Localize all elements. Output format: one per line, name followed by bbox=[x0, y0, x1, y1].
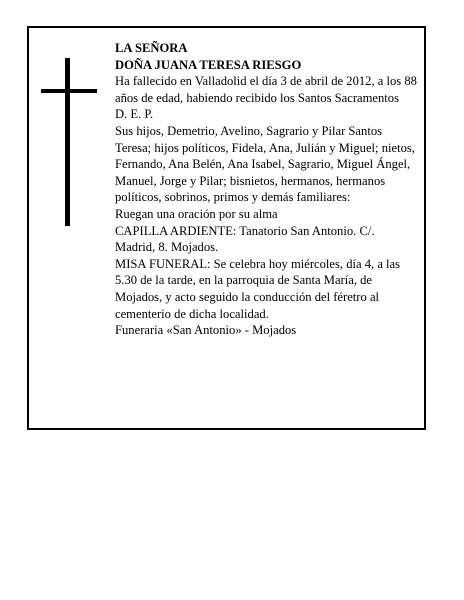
funeral-mass-info: MISA FUNERAL: Se celebra hoy miércoles, día 4, a las 5.30 de la tarde, en la parroquia de Santa María, de Mojados, y acto seguido la conducción del féretro al cementerio de dicha localidad. bbox=[115, 256, 401, 321]
obituary-notice bbox=[27, 26, 426, 430]
rip-text: D. E. P. bbox=[115, 107, 154, 122]
title-line-1: LA SEÑORA bbox=[115, 41, 188, 55]
funeral-home: Funeraria «San Antonio» - Mojados bbox=[115, 323, 297, 338]
cross-vertical-bar bbox=[65, 58, 70, 226]
cross-icon bbox=[41, 58, 97, 226]
family-list: Sus hijos, Demetrio, Avelino, Sagrario y Pilar Santos Teresa; hijos políticos, Fidela, Ana, Julián y Miguel; nietos, Fernando, Ana Belén, Ana Isabel, Sagrario, Miguel Ángel, Manuel, Jorge y Pilar; bisnietos, hermanos, hermanos políticos, sobrinos, primos y demás familiares: bbox=[115, 123, 415, 205]
death-statement: Ha fallecido en Valladolid el día 3 de abril de 2012, a los 88 años de edad, habiendo recibido los Santos Sacramentos bbox=[115, 74, 417, 105]
chapel-info: CAPILLA ARDIENTE: Tanatorio San Antonio. C/. Madrid, 8. Mojados. bbox=[115, 223, 375, 255]
deceased-name: DOÑA JUANA TERESA RIESGO bbox=[115, 57, 302, 72]
prayer-request: Ruegan una oración por su alma bbox=[115, 206, 278, 221]
cross-horizontal-bar bbox=[41, 89, 97, 93]
obituary-text bbox=[115, 40, 417, 339]
